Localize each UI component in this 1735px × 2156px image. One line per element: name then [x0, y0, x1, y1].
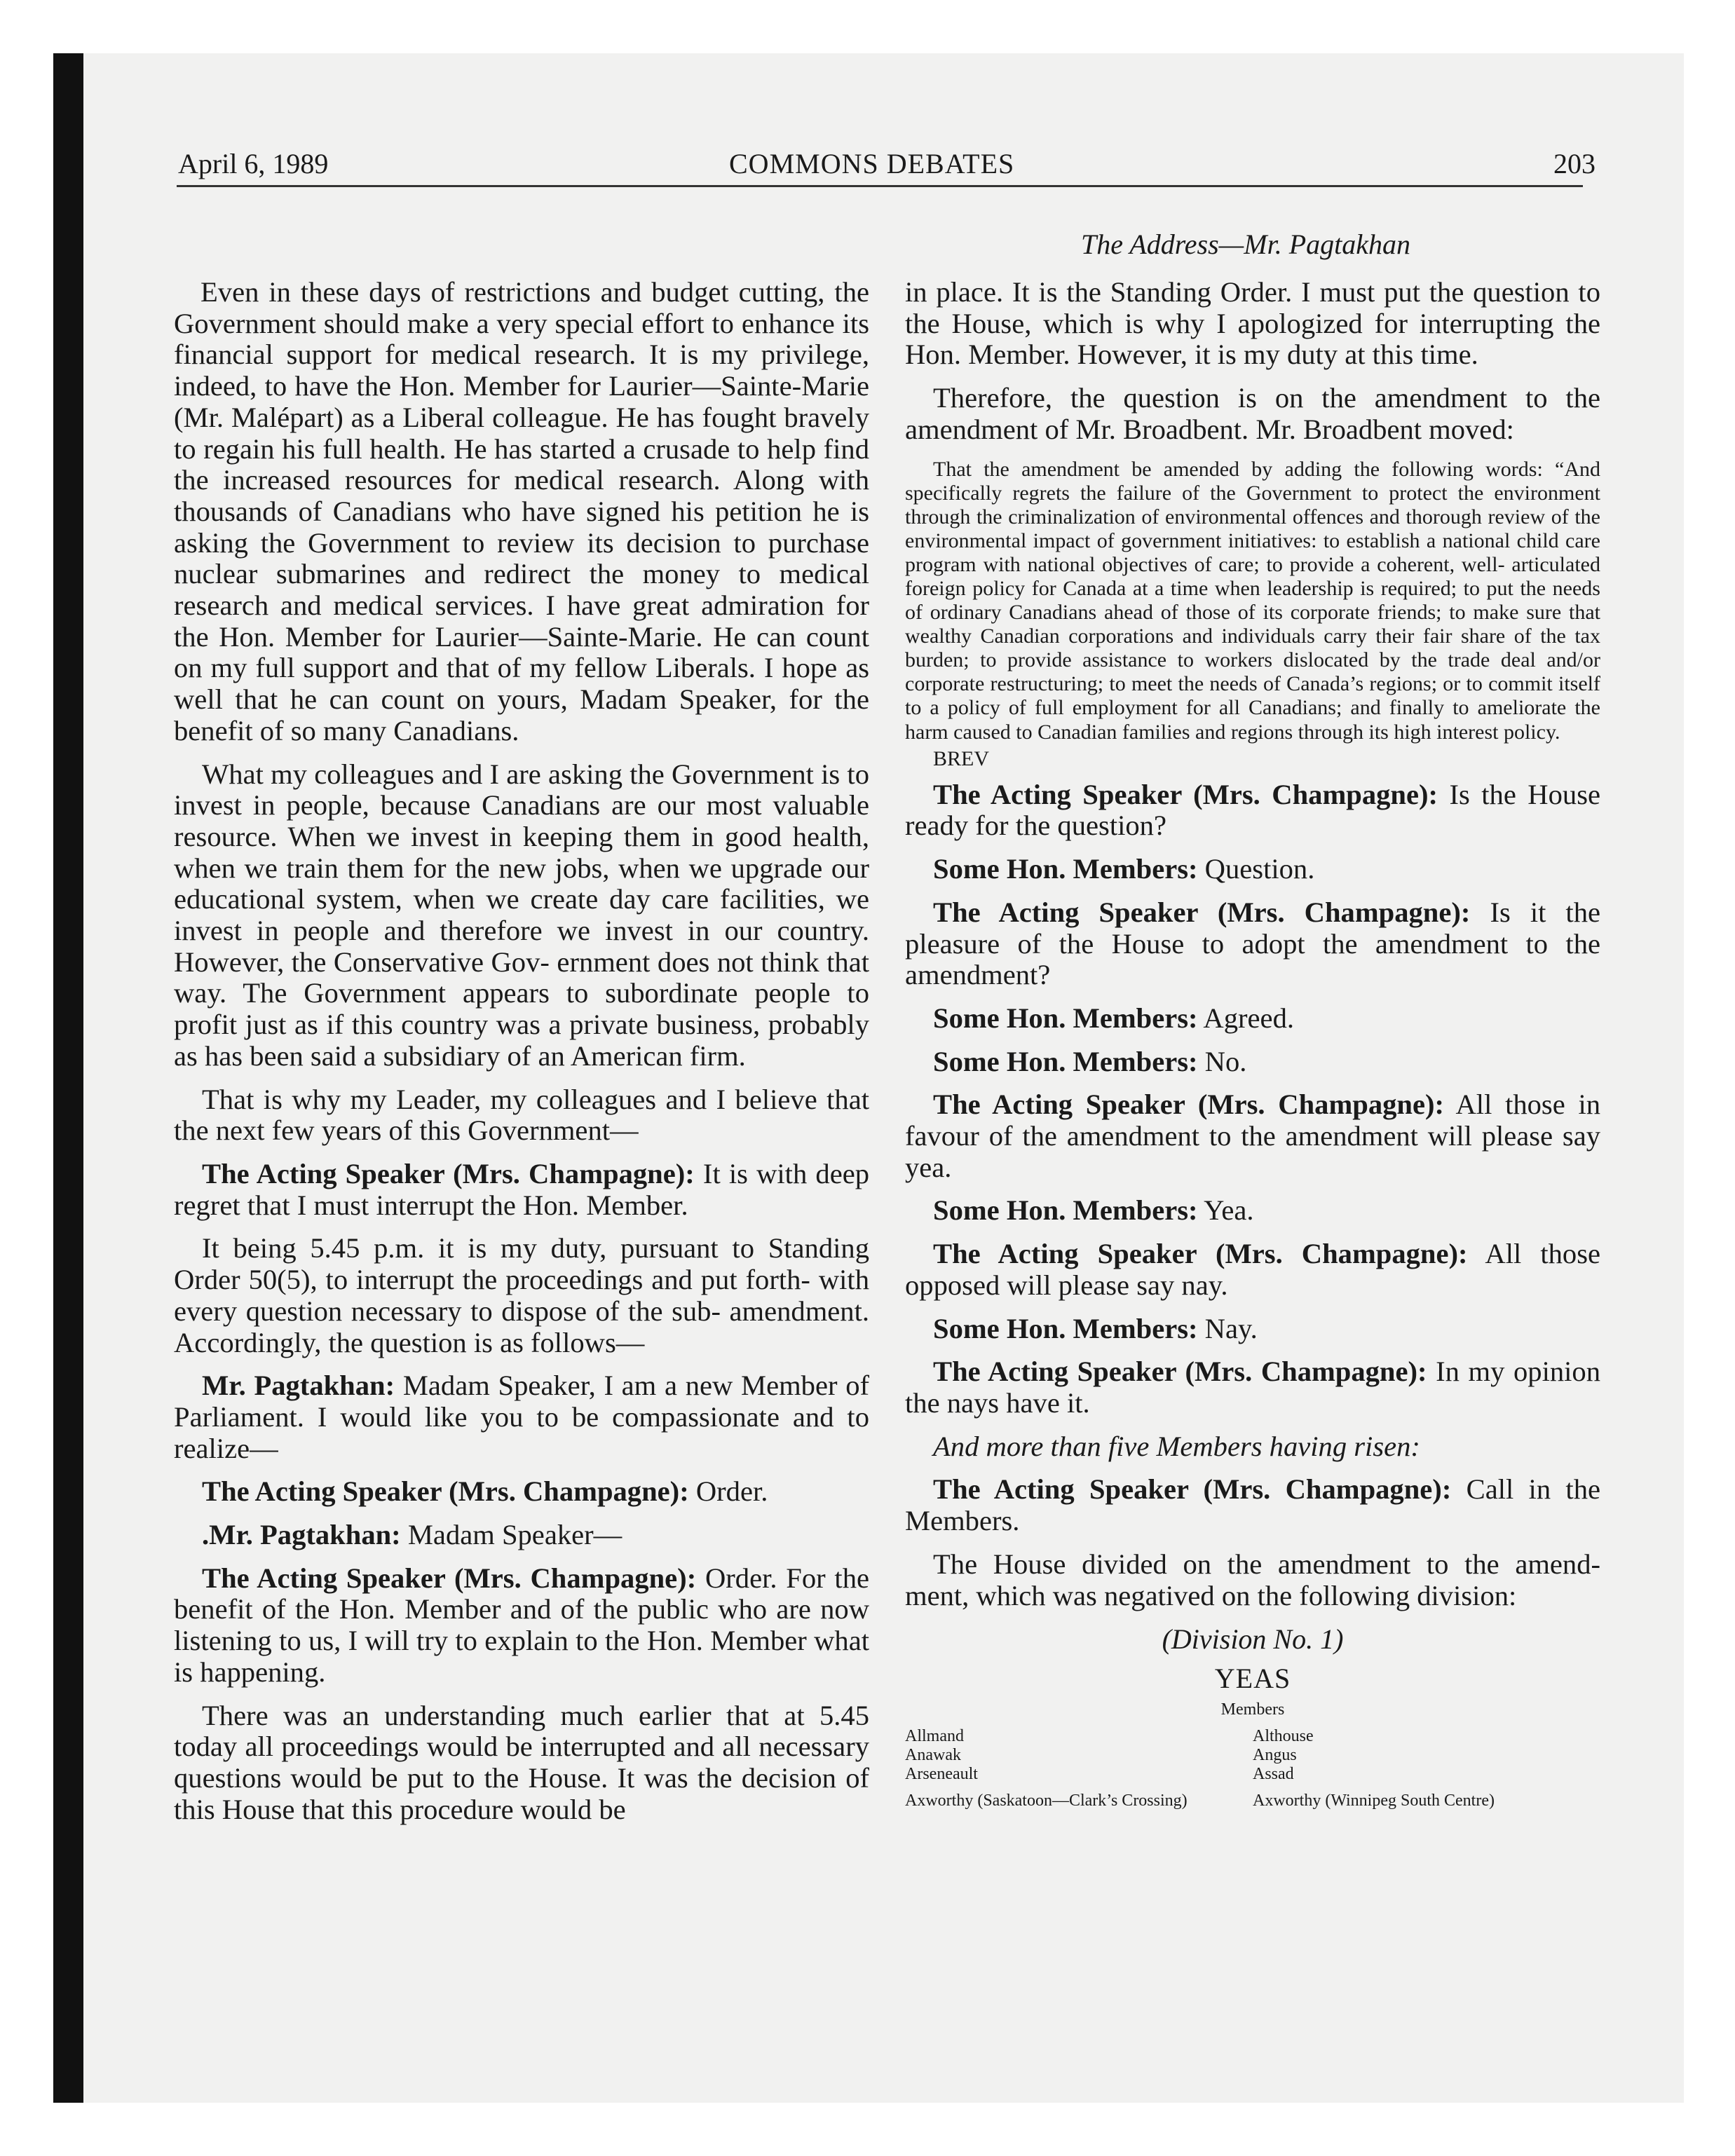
speech	[905, 1195, 1600, 1227]
speech	[174, 1476, 869, 1508]
paragraph: It being 5.45 p.m. it is my duty, pursuant to Standing Order 50(5), to interrupt the proceedings and put forth- with every question necessary to dispose of the sub- amendment. Accordingly, the question is as follows—	[174, 1232, 869, 1358]
member-name: Axworthy (Saskatoon—Clark’s Crossing)	[905, 1792, 1188, 1810]
speech	[905, 1239, 1600, 1301]
speech-text: Madam Speaker—	[400, 1519, 622, 1551]
speech-text: All those in favour of the amendment to the amendment will please say yea.	[905, 1089, 1601, 1183]
quote-text: That the amendment be amended by adding the following words: “And specifically regrets the failure of the Government to protect the environment through the criminalization of environmental offences and thorough review of the environmental impact of government initiatives: to establish a national child care program with national objectives of care; to provide a coherent, well- articulated foreign policy for Canada at a time when leadership is required; to put the needs of ordinary Canadians ahead of those of its corporate friends; to make sure that wealthy Canadian corporations and individuals carry their fair share of the tax burden; to provide assistance to workers dislocated by the trade deal and/or corporate restructuring; to meet the needs of Canada’s regions; or to commit itself to a policy of full employment for all Canadians; and finally to ameliorate the harm caused to Canadian families and regions through its high interest policy.	[905, 457, 1600, 744]
member-name: Anawak	[905, 1746, 961, 1765]
speech-text: Is it the pleasure of the House to adopt the amendment to the amendment?	[905, 896, 1601, 991]
speech-text: Question.	[1197, 853, 1315, 885]
paragraph: The House divided on the amendment to the amend- ment, which was negatived on the following division:	[905, 1548, 1600, 1611]
speaker-name: Some Hon. Members:	[933, 1194, 1198, 1227]
stage-direction: And more than five Members having risen:	[933, 1430, 1420, 1462]
paragraph: What my colleagues and I are asking the Government is to invest in people, because Canadians are our most valuable resource. When we invest in keeping them in good health, when we train them for the new jobs, when we upgrade our educational system, when we create day care facilities, we invest in people and therefore we invest in our country. However, the Conservative Gov- ernment does not think that way. The Government appears to subordinate people to profit just as if this country was a private business, probably as has been said a subsidiary of an American firm.	[174, 758, 869, 1072]
member-name: Axworthy (Winnipeg South Centre)	[1253, 1792, 1495, 1810]
speech-text: Yea.	[1197, 1194, 1254, 1227]
right-column	[905, 277, 1600, 1810]
names-column-2	[1253, 1727, 1600, 1810]
speaker-name: The Acting Speaker (Mrs. Champagne):	[933, 1238, 1468, 1270]
page-number: 203	[1553, 148, 1595, 179]
speaker-name: The Acting Speaker (Mrs. Champagne):	[933, 1473, 1452, 1506]
speaker-name: Some Hon. Members:	[933, 1002, 1198, 1034]
speaker-name: The Acting Speaker (Mrs. Champagne):	[202, 1562, 697, 1594]
speech-text: It is with deep regret that I must interrupt the Hon. Member.	[174, 1157, 869, 1221]
speech	[905, 779, 1600, 842]
yeas-heading: YEAS	[1214, 1663, 1291, 1695]
speaker-name: Some Hon. Members:	[933, 853, 1198, 885]
paragraph: Therefore, the question is on the amendment to the amendment of Mr. Broadbent. Mr. Broadbent moved:	[905, 382, 1600, 445]
paragraph: in place. It is the Standing Order. I must put the question to the House, which is why I apologized for interrupting the Hon. Member. However, it is my duty at this time.	[905, 276, 1600, 371]
speech	[174, 1520, 869, 1551]
speech	[174, 1370, 869, 1464]
member-names	[905, 1727, 1600, 1810]
binding-edge	[53, 53, 83, 2103]
division-number: (Division No. 1)	[1162, 1623, 1344, 1656]
speaker-name: The Acting Speaker (Mrs. Champagne):	[933, 1089, 1445, 1121]
paragraph: Even in these days of restrictions and budget cutting, the Government should make a very special effort to enhance its financial support for medical research. It is my privilege, indeed, to have the Hon. Member for Laurier—Sainte-Marie (Mr. Malépart) as a Liberal colleague. He has fought bravely to regain his full health. He has started a crusade to help find the increased resources for medical research. Along with thousands of Canadians who have signed his petition he is asking the Government to review its decision to purchase nuclear submarines and redirect the money to medical research and medical services. I have great admiration for the Hon. Member for Laurier—Sainte-Marie. He can count on my full support and that of my fellow Liberals. I hope as well that he can count on yours, Madam Speaker, for the benefit of so many Canadians.	[174, 276, 869, 746]
members-label: Members	[1220, 1700, 1285, 1719]
speech-text: In my opinion the nays have it.	[905, 1356, 1601, 1419]
paragraph: There was an understanding much earlier that at 5.45 today all proceedings would be interrupted and all necessary questions would be put to the House. It was the decision of this House that this procedure would be	[174, 1699, 869, 1825]
speech	[905, 1314, 1600, 1345]
speech	[905, 1356, 1600, 1419]
speaker-name: Some Hon. Members:	[933, 1312, 1198, 1344]
member-name: Arseneault	[905, 1765, 978, 1784]
speech	[905, 897, 1600, 991]
running-head: The Address—Mr. Pagtakhan	[1081, 228, 1410, 260]
speech	[905, 1046, 1600, 1078]
speech-text: Madam Speaker, I am a new Member of Parliament. I would like you to be compassionate and to realize—	[174, 1370, 869, 1464]
speech	[905, 1474, 1600, 1536]
amendment-quote	[905, 458, 1600, 771]
names-column-1	[905, 1727, 1253, 1810]
speech-text: Order. For the benefit of the Hon. Member and of the public who are now listening to us, I will try to explain to the Hon. Member what is happening.	[174, 1562, 869, 1688]
speaker-name: The Acting Speaker (Mrs. Champagne):	[933, 896, 1471, 928]
speech	[905, 854, 1600, 885]
header-rule	[177, 185, 1583, 187]
speech-text: Call in the Members.	[905, 1473, 1600, 1537]
speech	[174, 1563, 869, 1688]
speech-text: Order.	[688, 1475, 768, 1508]
speaker-name: Some Hon. Members:	[933, 1045, 1198, 1077]
speech-text: Is the House ready for the question?	[905, 778, 1600, 842]
speaker-name: The Acting Speaker (Mrs. Champagne):	[933, 1356, 1427, 1388]
speech	[905, 1003, 1600, 1035]
speaker-name: The Acting Speaker (Mrs. Champagne):	[202, 1475, 689, 1508]
speech-text: Nay.	[1197, 1312, 1258, 1344]
left-column	[174, 277, 869, 1837]
speech-text: Agreed.	[1197, 1002, 1294, 1034]
speaker-name: The Acting Speaker (Mrs. Champagne):	[202, 1157, 695, 1189]
paragraph: That is why my Leader, my colleagues and I believe that the next few years of this Government—	[174, 1083, 869, 1147]
member-name: Althouse	[1253, 1727, 1314, 1746]
speaker-name: Mr. Pagtakhan:	[202, 1370, 395, 1402]
speech-text: All those opposed will please say nay.	[905, 1238, 1600, 1301]
member-name: Angus	[1253, 1746, 1297, 1765]
header-title: COMMONS DEBATES	[729, 148, 1015, 179]
speech	[174, 1159, 869, 1221]
header-date: April 6, 1989	[178, 148, 329, 179]
speaker-name: The Acting Speaker (Mrs. Champagne):	[933, 778, 1438, 810]
member-name: Allmand	[905, 1727, 964, 1746]
quote-tag: BREV	[933, 746, 990, 770]
speech	[905, 1089, 1600, 1183]
speaker-name: .Mr. Pagtakhan:	[202, 1519, 401, 1551]
member-name: Assad	[1253, 1765, 1294, 1784]
speech-text: No.	[1197, 1045, 1247, 1077]
